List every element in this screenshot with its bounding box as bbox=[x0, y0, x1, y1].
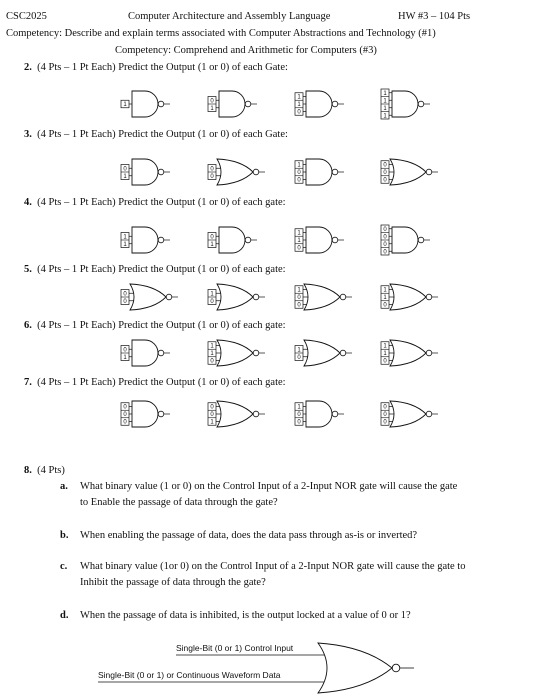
input-value: 0 bbox=[297, 177, 301, 184]
course-code: CSC2025 bbox=[6, 11, 47, 22]
input-value: 1 bbox=[297, 230, 301, 237]
input-value: 0 bbox=[383, 241, 387, 248]
input-value: 1 bbox=[383, 287, 387, 294]
question-number: 5. bbox=[24, 264, 32, 275]
input-value: 0 bbox=[297, 302, 301, 309]
input-value: 1 bbox=[123, 234, 127, 241]
input-value: 1 bbox=[297, 347, 301, 354]
input-value: 0 bbox=[383, 177, 387, 184]
input-value: 0 bbox=[210, 404, 214, 411]
input-value: 1 bbox=[210, 419, 214, 426]
input-value: 0 bbox=[123, 291, 127, 298]
input-value: 1 bbox=[297, 94, 301, 101]
input-value: 0 bbox=[297, 245, 301, 252]
input-value: 1 bbox=[383, 351, 387, 357]
input-value: 1 bbox=[123, 102, 127, 108]
input-value: 1 bbox=[383, 113, 387, 120]
input-value: 1 bbox=[383, 90, 387, 97]
part-a-line-1: What binary value (1 or 0) on the Control Input of a 2-Input NOR gate will cause the gate bbox=[80, 481, 458, 492]
input-value: 1 bbox=[383, 343, 387, 350]
question-prompt: (4 Pts – 1 Pt Each) Predict the Output (1 or 0) of each gate: bbox=[37, 264, 286, 275]
input-value: 1 bbox=[210, 241, 214, 248]
input-value: 0 bbox=[210, 234, 214, 241]
control-input-label: Single-Bit (0 or 1) Control Input bbox=[176, 643, 294, 653]
input-value: 0 bbox=[210, 173, 214, 180]
question-number: 4. bbox=[24, 197, 32, 208]
input-value: 0 bbox=[123, 412, 127, 418]
input-value: 0 bbox=[383, 412, 387, 418]
part-b-letter: b. bbox=[60, 530, 69, 541]
competency-2: Competency: Comprehend and Arithmetic for Computers (#3) bbox=[115, 45, 377, 56]
homework-label: HW #3 – 104 Pts bbox=[398, 11, 471, 22]
input-value: 0 bbox=[210, 98, 214, 105]
input-value: 0 bbox=[383, 404, 387, 411]
input-value: 0 bbox=[210, 166, 214, 173]
part-c-line-2: Inhibit the passage of data through the gate? bbox=[80, 577, 266, 588]
input-value: 1 bbox=[210, 105, 214, 112]
input-value: 0 bbox=[123, 404, 127, 411]
input-value: 1 bbox=[297, 102, 301, 108]
nor-bubble bbox=[392, 664, 400, 672]
part-c-letter: c. bbox=[60, 561, 68, 572]
question-points: (4 Pts) bbox=[37, 465, 65, 476]
input-value: 0 bbox=[383, 226, 387, 233]
input-value: 1 bbox=[123, 241, 127, 248]
competency-1: Competency: Describe and explain terms associated with Computer Abstractions and Technology (#1) bbox=[6, 28, 436, 39]
input-value: 0 bbox=[297, 170, 301, 176]
input-value: 0 bbox=[210, 298, 214, 305]
nor-gate-body bbox=[318, 643, 392, 693]
input-value: 1 bbox=[383, 105, 387, 112]
input-value: 0 bbox=[297, 412, 301, 418]
input-value: 0 bbox=[123, 166, 127, 173]
input-value: 1 bbox=[297, 238, 301, 244]
question-number: 6. bbox=[24, 320, 32, 331]
input-value: 1 bbox=[123, 173, 127, 180]
input-value: 0 bbox=[123, 419, 127, 426]
input-value: 0 bbox=[297, 419, 301, 426]
part-b-line-1: When enabling the passage of data, does the data pass through as-is or inverted? bbox=[80, 530, 418, 541]
input-value: 1 bbox=[297, 287, 301, 294]
question-prompt: (4 Pts – 1 Pt Each) Predict the Output (1 or 0) of each Gate: bbox=[37, 62, 288, 73]
input-value: 1 bbox=[210, 351, 214, 357]
input-value: 0 bbox=[383, 358, 387, 365]
input-value: 1 bbox=[210, 291, 214, 298]
input-value: 0 bbox=[297, 354, 301, 361]
input-value: 0 bbox=[210, 412, 214, 418]
question-prompt: (4 Pts – 1 Pt Each) Predict the Output (1 or 0) of each gate: bbox=[37, 377, 286, 388]
input-value: 0 bbox=[123, 347, 127, 354]
part-d-letter: d. bbox=[60, 610, 69, 621]
question-number: 7. bbox=[24, 377, 32, 388]
input-value: 1 bbox=[210, 343, 214, 350]
part-c-line-1: What binary value (1or 0) on the Control Input of a 2-Input NOR gate will cause the gate to bbox=[80, 561, 466, 572]
input-value: 1 bbox=[123, 354, 127, 361]
question-prompt: (4 Pts – 1 Pt Each) Predict the Output (1 or 0) of each gate: bbox=[37, 197, 286, 208]
part-a-line-2: to Enable the passage of data through the gate? bbox=[80, 497, 278, 508]
input-value: 0 bbox=[123, 298, 127, 305]
question-number: 8. bbox=[24, 465, 32, 476]
input-value: 0 bbox=[383, 302, 387, 309]
input-value: 1 bbox=[297, 404, 301, 411]
question-number: 3. bbox=[24, 129, 32, 140]
data-input-label: Single-Bit (0 or 1) or Continuous Waveform Data bbox=[98, 670, 281, 680]
input-value: 0 bbox=[383, 234, 387, 241]
input-value: 0 bbox=[297, 295, 301, 301]
course-title: Computer Architecture and Assembly Language bbox=[128, 11, 331, 22]
input-value: 1 bbox=[383, 295, 387, 301]
input-value: 0 bbox=[383, 419, 387, 426]
part-a-letter: a. bbox=[60, 481, 68, 492]
input-value: 0 bbox=[383, 170, 387, 176]
input-value: 1 bbox=[383, 98, 387, 105]
part-d-line-1: When the passage of data is inhibited, is the output locked at a value of 0 or 1? bbox=[80, 610, 411, 621]
question-prompt: (4 Pts – 1 Pt Each) Predict the Output (1 or 0) of each Gate: bbox=[37, 129, 288, 140]
input-value: 0 bbox=[297, 109, 301, 116]
question-number: 2. bbox=[24, 62, 32, 73]
input-value: 0 bbox=[383, 162, 387, 169]
input-value: 1 bbox=[297, 162, 301, 169]
question-prompt: (4 Pts – 1 Pt Each) Predict the Output (1 or 0) of each gate: bbox=[37, 320, 286, 331]
input-value: 0 bbox=[210, 358, 214, 365]
input-value: 0 bbox=[383, 249, 387, 256]
